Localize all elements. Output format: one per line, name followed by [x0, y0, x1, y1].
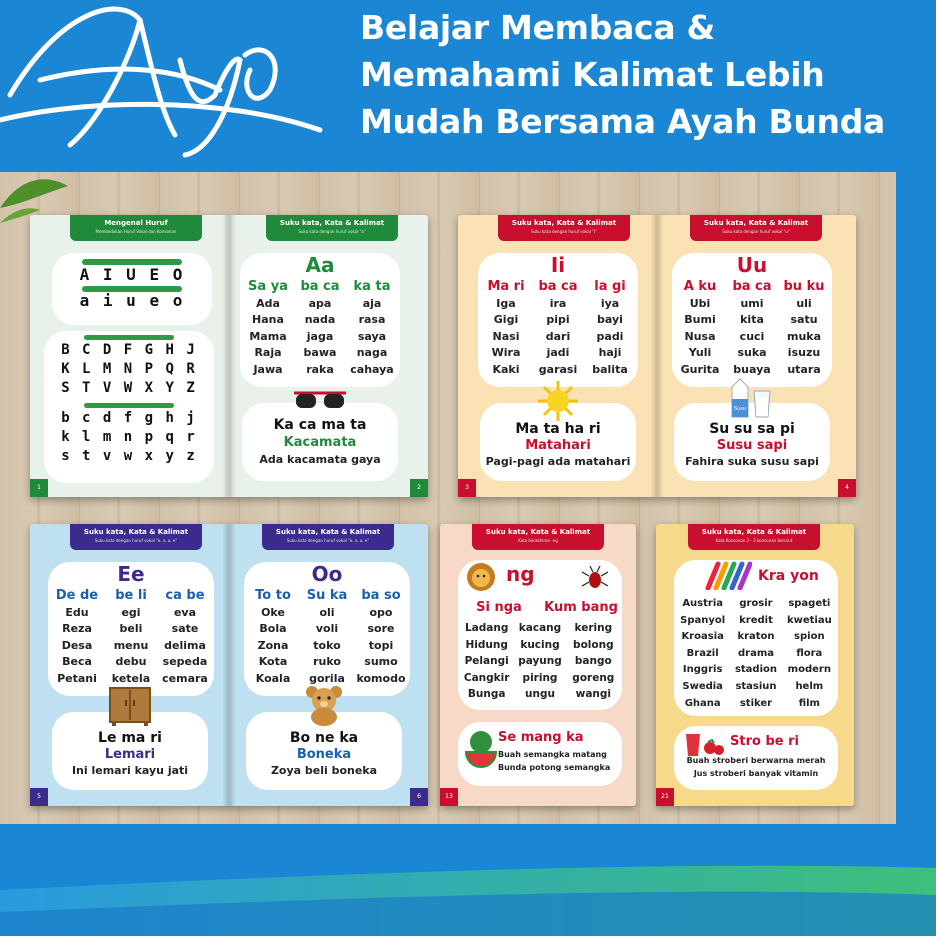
tab-left: Mengenal Huruf Membedakan Huruf Vokal dan Konsonan	[70, 215, 202, 241]
lemari-card	[52, 712, 208, 790]
vowels-card	[52, 253, 212, 325]
page-number: 4	[838, 479, 856, 497]
uu-card	[672, 253, 832, 387]
word: Matahari	[525, 438, 591, 453]
svg-text:Susu: Susu	[733, 406, 747, 412]
word-syllables: Le ma ri	[98, 730, 162, 746]
page-number: 5	[30, 788, 48, 806]
milk-icon	[730, 377, 774, 419]
page-number: 6	[410, 788, 428, 806]
word-table: A ku ba ca bu ku Ubi umi uli Bumi kita satu Nusa cuci muka Yuli suka isuzu Gurita buaya utara	[680, 279, 825, 376]
word-syllables: Ka ca ma ta	[273, 417, 367, 433]
tab-left: Suku kata, Kata & Kalimat Suku kata dengan huruf vokal "i"	[498, 215, 630, 241]
teddy-bear-icon	[304, 684, 344, 726]
headline-line-3: Mudah Bersama Ayah Bunda	[360, 102, 886, 141]
beetle-icon	[580, 566, 610, 590]
word: Kacamata	[283, 435, 357, 450]
headline-line-2: Memahami Kalimat Lebih	[360, 55, 825, 94]
vowels-lower: a i u e o	[79, 291, 185, 310]
book-vokal-e-o	[30, 524, 428, 806]
headline	[360, 4, 930, 145]
strawberry-juice-icon	[682, 732, 726, 758]
consonants-lower: b c d f g h j k l m n p q r s t v w x y z	[61, 410, 197, 464]
bottom-wave	[0, 840, 936, 936]
page-number: 1	[30, 479, 48, 497]
letter-title: ng	[506, 562, 535, 586]
tab: Suku kata, Kata & Kalimat Kata Konsonan 2 - 3 konsonan berurut	[688, 524, 820, 550]
word-syllables: Bo ne ka	[289, 730, 359, 746]
sentence: Ada kacamata gaya	[259, 453, 381, 466]
book-mengenal-huruf	[30, 215, 428, 497]
consonants-card	[44, 331, 214, 483]
word-table: To to Su ka ba so Oke oli opo Bola voli sore Zona toko topi Kota ruko sumo Koala gorila komodo	[255, 588, 406, 685]
tab-left: Suku kata, Kata & Kalimat Suku kata dengan huruf vokal "e, o, a, e"	[70, 524, 202, 550]
tab: Suku kata, Kata & Kalimat Kata berakhiran -ng	[472, 524, 604, 550]
tab-right: Suku kata, Kata & Kalimat Suku kata dengan huruf vokal "u"	[690, 215, 822, 241]
word-table: Ladang kacang kering Hidung kucing bolong Pelangi payung bango Cangkir piring goreng Bunga ungu wangi	[463, 622, 615, 701]
book-vokal-i-u	[458, 215, 856, 497]
book-ng	[440, 524, 636, 806]
word-kumbang: Kum bang	[544, 600, 618, 615]
sentence-2: Jus stroberi banyak vitamin	[693, 769, 819, 778]
word-syllables: Su su sa pi	[709, 421, 795, 437]
sentence: Fahira suka susu sapi	[685, 455, 819, 468]
ii-card	[478, 253, 638, 387]
boneka-card	[246, 712, 402, 790]
word-table: De de be li ca be Edu egi eva Reza beli sate Desa menu delima Beca debu sepeda Petani ketela cemara	[55, 588, 208, 685]
word: Lemari	[104, 747, 156, 762]
sentence-1: Buah semangka matang	[498, 750, 607, 759]
word-table: Ma ri ba ca la gi Iga ira iya Gigi pipi bayi Nasi dari padi Wira jadi haji Kaki garasi balita	[487, 279, 628, 376]
tab-right: Suku kata, Kata & Kalimat Suku kata dengan huruf vokal "a"	[266, 215, 398, 241]
sunglasses-icon	[292, 389, 348, 413]
kacamata-card	[242, 403, 398, 481]
sentence-2: Bunda potong semangka	[498, 763, 611, 772]
word-stroberi: Stro be ri	[730, 734, 799, 749]
ayo-logo	[0, 0, 330, 160]
letter-title: Ii	[550, 253, 566, 277]
consonants-upper: B C D F G H J K L M N P Q R S T V W X Y Z	[61, 342, 197, 396]
susu-sapi-card	[674, 403, 830, 481]
word-syllables: Ma ta ha ri	[515, 421, 601, 437]
book-krayon	[656, 524, 854, 806]
vowels-upper: A I U E O	[79, 265, 185, 284]
word-krayon: Kra yon	[758, 568, 819, 584]
sentence: Ini lemari kayu jati	[71, 764, 189, 777]
word-singa: Si nga	[476, 600, 522, 615]
page-number: 2	[410, 479, 428, 497]
semangka-card	[458, 722, 622, 786]
page-number: 3	[458, 479, 476, 497]
sentence-1: Buah stroberi berwarna merah	[686, 756, 826, 765]
oo-card	[244, 562, 410, 696]
aa-card	[240, 253, 400, 387]
page-number: 13	[440, 788, 458, 806]
headline-line-1: Belajar Membaca &	[360, 8, 715, 47]
watermelon-icon	[464, 730, 498, 768]
ee-card	[48, 562, 214, 696]
ng-card	[458, 560, 622, 710]
word-table: Sa ya ba ca ka ta Ada apa aja Hana nada rasa Mama jaga saya Raja bawa naga Jawa raka cahaya	[248, 279, 394, 376]
crayons-icon	[704, 560, 752, 590]
letter-title: Oo	[311, 562, 343, 586]
matahari-card	[480, 403, 636, 481]
lion-icon	[466, 562, 496, 592]
letter-title: Aa	[305, 253, 335, 277]
word-table: Austria grosir spageti Spanyol kredit kwetiau Kroasia kraton spion Brazil drama flora Inggris stadion modern Swedia stasiun helm Ghana stiker film	[680, 598, 832, 709]
letter-title: Uu	[736, 253, 768, 277]
wardrobe-icon	[108, 686, 152, 726]
sentence: Zoya beli boneka	[270, 764, 378, 777]
sentence: Pagi-pagi ada matahari	[485, 455, 631, 468]
word: Boneka	[296, 747, 352, 762]
word: Susu sapi	[716, 438, 788, 453]
letter-title: Ee	[117, 562, 145, 586]
krayon-card	[674, 560, 838, 716]
stroberi-card	[674, 726, 838, 790]
page-number: 21	[656, 788, 674, 806]
tab-right: Suku kata, Kata & Kalimat Suku kata dengan huruf vokal "e, o, a, e"	[262, 524, 394, 550]
sun-icon	[538, 381, 578, 421]
word-semangka: Se mang ka	[498, 730, 584, 745]
